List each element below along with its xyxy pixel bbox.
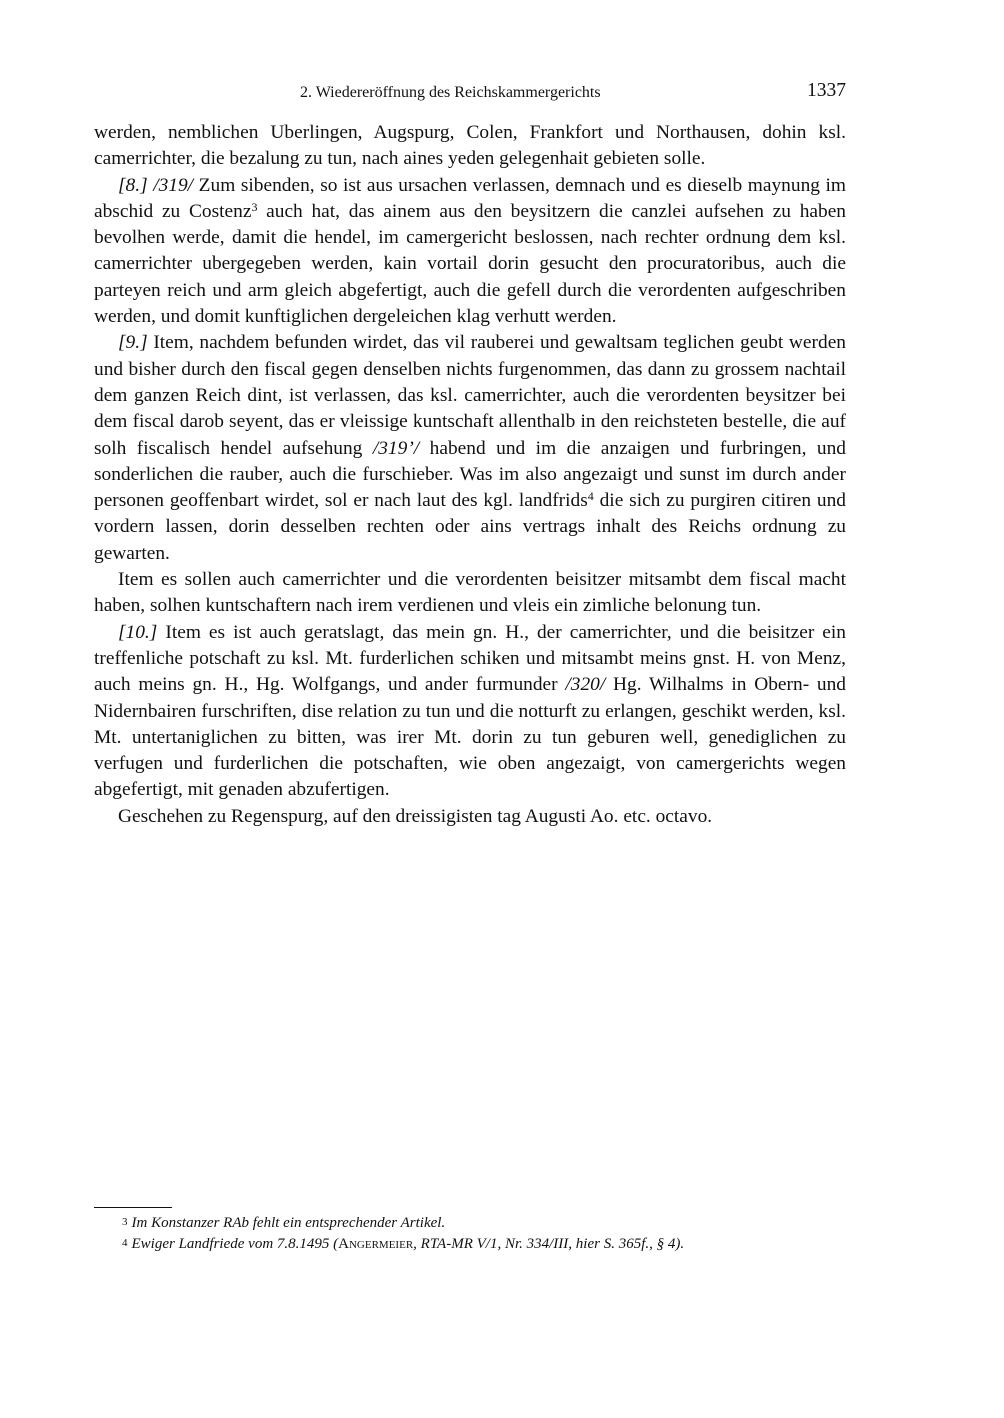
footnotes bbox=[94, 1207, 846, 1254]
footnote-rule bbox=[94, 1207, 172, 1208]
footnote-number: 4 bbox=[122, 1237, 128, 1249]
folio-ref-319v: /319’/ bbox=[372, 437, 420, 459]
paragraph-5 bbox=[94, 620, 846, 804]
footnote-ref-4: 4 bbox=[587, 489, 594, 504]
paragraph-3-text-c: die sich zu purgiren citiren und vordern lassen, dorin desselben rechten oder ains vertrags inhalt des Reichs ordnung zu gewarten. bbox=[94, 490, 847, 564]
paragraph-6 bbox=[94, 804, 846, 830]
footnote-4 bbox=[94, 1233, 846, 1254]
paragraph-2-text-a: Zum sibenden, so ist aus ursachen verlassen, demnach und es dieselb maynung im abschid zu Costenz bbox=[94, 174, 846, 222]
paragraph-2 bbox=[94, 173, 846, 331]
section-marker-10: [10.] bbox=[118, 621, 158, 643]
paragraph-2-text-b: auch hat, das ainem aus den beysitzern die canzlei aufsehen zu haben bevolhen werde, damit die hendel, im camergericht beslossen, nach rechter ordnung dem ksl. camerrichter ubergegeben werden, kain vortail dorin gesucht den procuratoribus, auch die parteyen reich und arm gleich abgefertigt, auch die gefell durch die verordenten aufgeschriben werden, und domit kunftiglichen dergeleichen klag verhutt werden. bbox=[94, 200, 846, 328]
paragraph-6-text: Geschehen zu Regenspurg, auf den dreissigisten tag Augusti Ao. etc. octavo. bbox=[118, 805, 713, 827]
paragraph-5-text-a: Item es ist auch geratslagt, das mein gn. H., der camerrichter, und die beisitzer ein treffenliche potschaft zu ksl. Mt. furderlichen schiken und mitsambt meins gnst. H. von Menz, auch meins gn. H., Hg. Wolfgangs, und ander furmunder bbox=[94, 621, 846, 696]
section-marker-8: [8.] /319/ bbox=[118, 174, 194, 196]
paragraph-3 bbox=[94, 330, 846, 567]
footnote-number: 3 bbox=[122, 1216, 128, 1228]
footnote-text: Im Konstanzer RAb fehlt ein entsprechender Artikel. bbox=[131, 1215, 446, 1231]
folio-ref-320: /320/ bbox=[565, 674, 606, 696]
paragraph-3-text-a: Item, nachdem befunden wirdet, das vil rauberei und gewaltsam teglichen geubt werden und bisher durch den fiscal gegen denselben nichts furgenommen, das dann zu grossem nachtail dem ganzen Reich dint, ist verlassen, das ksl. camerrichter, auch die verordenten beysitzer bei dem fiscal darob seyent, das er vleissige kuntschaft allenthalb in den reichsteten bestelle, die auf solh fiscalisch hendel aufsehung bbox=[94, 332, 846, 459]
page-number: 1337 bbox=[807, 80, 846, 101]
paragraph-1 bbox=[94, 120, 846, 173]
paragraph-3-text-b: habend und im die anzaigen und furbringen, und sonderlichen die rauber, auch die furschieber. Was im also angezaigt und sunst im durch ander personen geoffenbart wirdet, sol er nach laut des kgl. landfrids bbox=[94, 437, 846, 512]
section-marker-9: [9.] bbox=[118, 332, 148, 354]
running-head: 2. Wiedereröffnung des Reichskammergerichts bbox=[300, 84, 601, 101]
paragraph-4 bbox=[94, 567, 846, 620]
paragraph-5-text-b: Hg. Wilhalms in Obern- und Nidernbairen furschriften, dise relation zu tun und die notturft zu erlangen, geschikt werden, ksl. Mt. untertaniglichen zu bitten, was irer Mt. dorin zu tun geburen well, genediglichen zu verfugen und furderlichen die potschaften, wie oben angezaigt, von camergerichts wegen abgefertigt, mit genaden abzufertigen. bbox=[94, 674, 847, 801]
footnote-3 bbox=[94, 1212, 846, 1233]
footnote-author: Angermeier bbox=[338, 1236, 414, 1252]
footnote-text-a: Ewiger Landfriede vom 7.8.1495 ( bbox=[131, 1236, 339, 1252]
footnote-ref-3: 3 bbox=[251, 199, 258, 214]
paragraph-1-text: werden, nemblichen Uberlingen, Augspurg, Colen, Frankfort und Northausen, dohin ksl. camerrichter, die bezalung zu tun, nach aines yeden gelegenhait gebieten solle. bbox=[94, 122, 846, 170]
paragraph-4-text: Item es sollen auch camerrichter und die verordenten beisitzer mitsambt dem fiscal macht haben, solhen kuntschaftern nach irem verdienen und vleis ein zimliche belonung tun. bbox=[94, 569, 846, 617]
footnote-text-b: , RTA-MR V/1, Nr. 334/III, hier S. 365f., § 4). bbox=[413, 1236, 685, 1252]
page-header bbox=[94, 80, 846, 110]
main-text bbox=[94, 120, 846, 830]
